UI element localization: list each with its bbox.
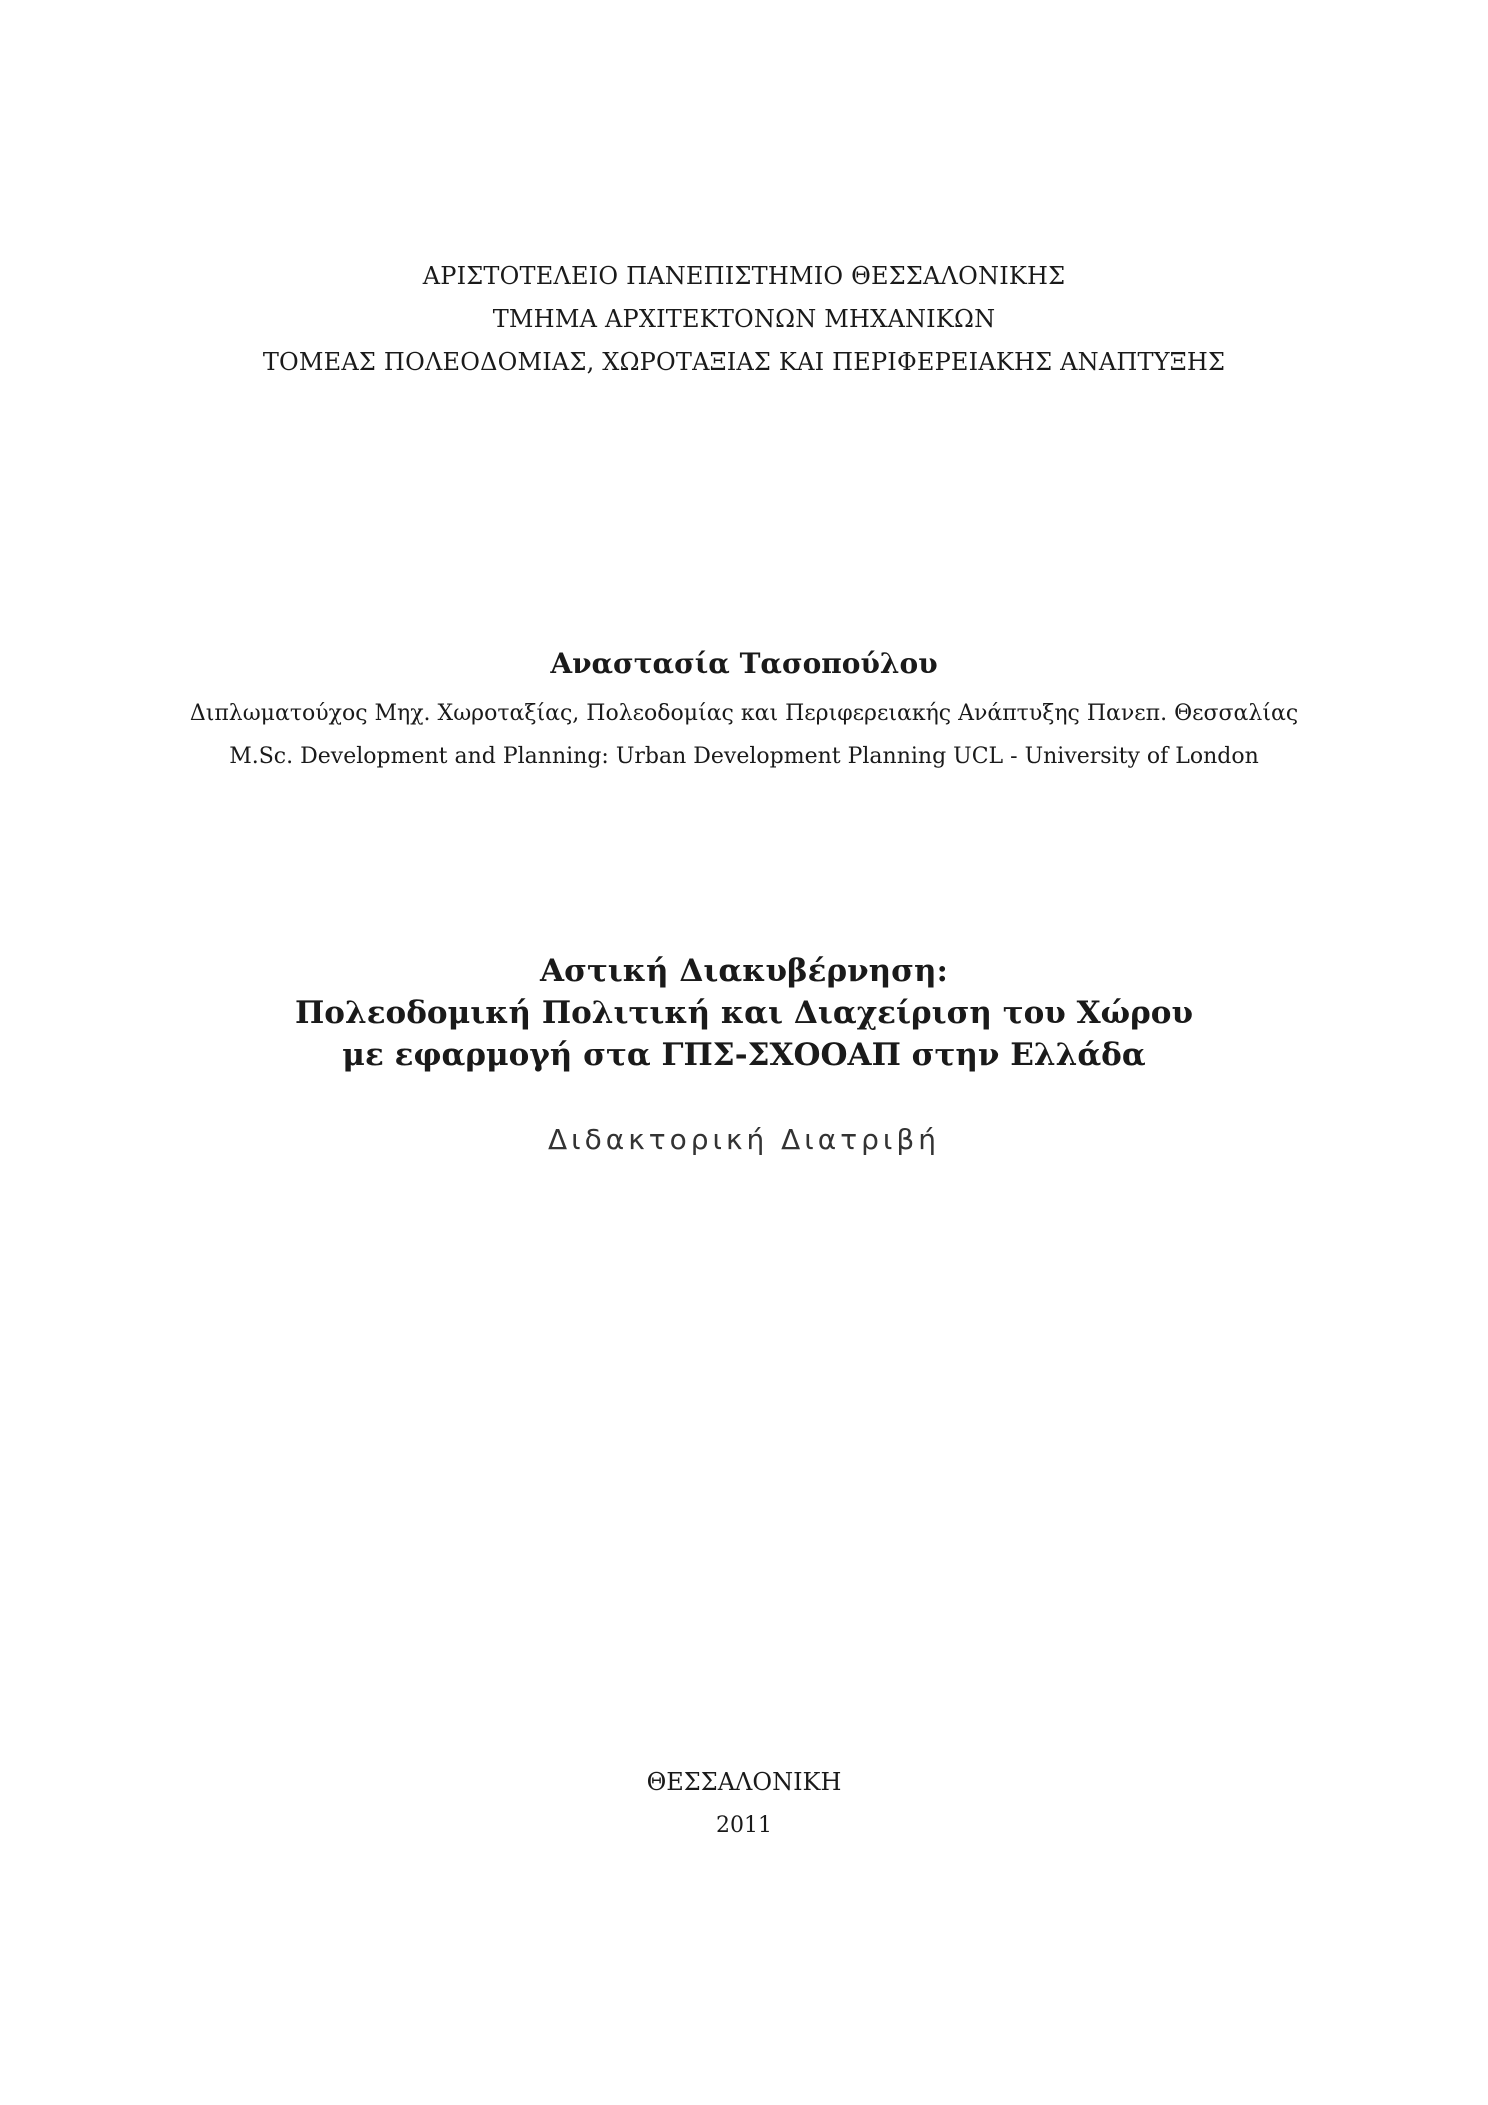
author-name: Αναστασία Τασοπούλου (550, 647, 938, 680)
university-name: ΑΡΙΣΤΟΤΕΛΕΙΟ ΠΑΝΕΠΙΣΤΗΜΙΟ ΘΕΣΣΑΛΟΝΙΚΗΣ (422, 262, 1066, 290)
thesis-title-line-2: Πολεοδομική Πολιτική και Διαχείριση του Χώρου (295, 995, 1193, 1031)
thesis-type: Διδακτορική Διατριβή (548, 1123, 940, 1156)
publication-year: 2011 (716, 1813, 772, 1838)
author-credential-diploma: Διπλωματούχος Μηχ. Χωροταξίας, Πολεοδομίας και Περιφερειακής Ανάπτυξης Πανεπ. Θεσσαλίας (189, 701, 1299, 726)
department-name: ΤΜΗΜΑ ΑΡΧΙΤΕΚΤΟΝΩΝ ΜΗΧΑΝΙΚΩΝ (492, 305, 996, 333)
author-credential-msc: M.Sc. Development and Planning: Urban Development Planning UCL - University of London (229, 744, 1259, 769)
publication-place: ΘΕΣΣΑΛΟΝΙΚΗ (646, 1768, 842, 1796)
thesis-title-line-3: με εφαρμογή στα ΓΠΣ-ΣΧΟΟΑΠ στην Ελλάδα (342, 1037, 1146, 1073)
thesis-title-line-1: Αστική Διακυβέρνηση: (540, 953, 948, 989)
division-name: ΤΟΜΕΑΣ ΠΟΛΕΟΔΟΜΙΑΣ, ΧΩΡΟΤΑΞΙΑΣ ΚΑΙ ΠΕΡΙΦΕΡΕΙΑΚΗΣ ΑΝΑΠΤΥΞΗΣ (262, 348, 1226, 376)
